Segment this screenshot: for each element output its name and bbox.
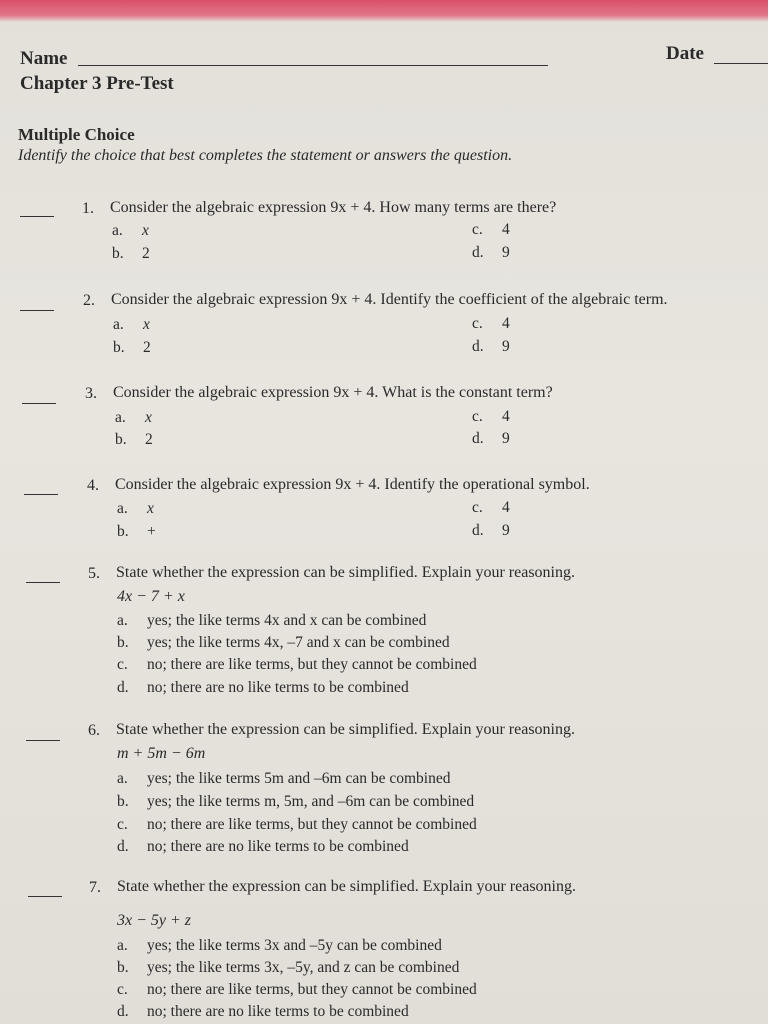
answer-blank-2[interactable]	[20, 310, 54, 311]
choice-a[interactable]	[117, 770, 450, 788]
choice-d[interactable]	[472, 338, 510, 356]
page-title: Chapter 3 Pre-Test	[20, 73, 174, 94]
date-line[interactable]	[714, 63, 768, 64]
choice-d[interactable]	[472, 522, 510, 540]
choice-b[interactable]	[115, 431, 153, 449]
choice-label: a.	[112, 222, 123, 239]
question-number: 5.	[88, 565, 100, 582]
choice-label: c.	[472, 499, 483, 516]
choice-text: yes; the like terms 4x and x can be combined	[147, 612, 427, 629]
choice-d[interactable]	[117, 838, 409, 856]
question-text-before: Consider the algebraic expression	[110, 199, 327, 216]
question-text-after: . What is the constant term?	[374, 384, 553, 401]
choice-c[interactable]	[117, 656, 477, 674]
question-expression: 3x − 5y + z	[117, 912, 192, 929]
choice-label: a.	[115, 409, 126, 426]
choice-text: 2	[142, 245, 150, 262]
question-number: 4.	[87, 477, 99, 494]
choice-label: b.	[117, 523, 129, 540]
choice-text: no; there are like terms, but they cannot be combined	[147, 981, 477, 998]
question-text	[111, 291, 668, 309]
question-expression: m + 5m − 6m	[117, 745, 206, 762]
choice-b[interactable]	[117, 793, 474, 811]
choice-text: yes; the like terms 4x, –7 and x can be combined	[147, 634, 450, 651]
answer-blank-4[interactable]	[24, 494, 58, 495]
choice-d[interactable]	[117, 679, 409, 697]
choice-a[interactable]	[112, 222, 149, 240]
choice-text: yes; the like terms 3x and –5y can be combined	[147, 937, 442, 954]
choice-text: 9	[502, 338, 510, 355]
choice-b[interactable]	[117, 634, 450, 652]
question-expression: 9x + 4	[335, 476, 377, 493]
choice-a[interactable]	[115, 409, 152, 427]
section-instructions: Identify the choice that best completes the statement or answers the question.	[18, 147, 513, 164]
question-text: State whether the expression can be simplified. Explain your reasoning.	[116, 721, 575, 738]
choice-label: d.	[472, 522, 484, 539]
choice-label: b.	[117, 793, 129, 810]
choice-label: c.	[117, 816, 128, 833]
choice-label: c.	[472, 408, 483, 425]
choice-text: 9	[502, 244, 510, 261]
name-line[interactable]	[78, 65, 548, 66]
choice-b[interactable]	[117, 959, 459, 977]
choice-c[interactable]	[117, 981, 477, 999]
choice-text: +	[147, 523, 156, 540]
choice-label: a.	[117, 612, 128, 629]
date-label: Date	[666, 43, 704, 64]
choice-c[interactable]	[472, 221, 510, 239]
choice-label: b.	[117, 959, 129, 976]
choice-label: b.	[113, 339, 125, 356]
answer-blank-7[interactable]	[28, 896, 62, 897]
choice-c[interactable]	[472, 499, 510, 517]
choice-a[interactable]	[117, 612, 426, 630]
choice-text: 9	[502, 522, 510, 539]
choice-text: yes; the like terms m, 5m, and –6m can be combined	[147, 793, 475, 810]
choice-text: yes; the like terms 5m and –6m can be combined	[147, 770, 451, 787]
answer-blank-3[interactable]	[22, 403, 56, 404]
choice-text: x	[147, 500, 154, 517]
choice-a[interactable]	[113, 316, 150, 334]
question-text	[113, 384, 553, 402]
choice-text: 2	[143, 339, 151, 356]
choice-label: a.	[117, 500, 128, 517]
choice-b[interactable]	[113, 339, 151, 357]
choice-c[interactable]	[472, 315, 510, 333]
question-text-after: . Identify the coefficient of the algebraic term.	[372, 291, 668, 308]
answer-blank-6[interactable]	[26, 740, 60, 741]
question-text	[115, 476, 590, 494]
choice-label: d.	[472, 244, 484, 261]
question-text	[110, 199, 556, 217]
choice-text: no; there are no like terms to be combined	[147, 679, 409, 696]
section-title: Multiple Choice	[18, 125, 135, 144]
choice-label: a.	[117, 937, 128, 954]
question-text: State whether the expression can be simplified. Explain your reasoning.	[116, 564, 575, 581]
question-text-before: Consider the algebraic expression	[111, 291, 328, 308]
question-number: 6.	[88, 722, 100, 739]
question-number: 2.	[83, 292, 95, 309]
choice-c[interactable]	[117, 816, 477, 834]
choice-label: b.	[117, 634, 129, 651]
question-text-before: Consider the algebraic expression	[113, 384, 330, 401]
choice-d[interactable]	[117, 1003, 409, 1021]
choice-a[interactable]	[117, 500, 154, 518]
choice-text: no; there are no like terms to be combined	[147, 1003, 409, 1020]
choice-label: c.	[472, 315, 483, 332]
question-expression: 9x + 4	[331, 291, 373, 308]
choice-text: 4	[502, 499, 510, 516]
choice-text: x	[145, 409, 152, 426]
choice-text: no; there are like terms, but they cannot be combined	[147, 816, 477, 833]
choice-a[interactable]	[117, 937, 442, 955]
choice-text: no; there are no like terms to be combined	[147, 838, 409, 855]
choice-text: no; there are like terms, but they cannot be combined	[147, 656, 477, 673]
choice-text: x	[142, 222, 149, 239]
choice-d[interactable]	[472, 430, 510, 448]
choice-text: 4	[502, 221, 510, 238]
choice-label: c.	[472, 221, 483, 238]
choice-label: c.	[117, 981, 128, 998]
choice-label: d.	[117, 838, 129, 855]
choice-label: b.	[115, 431, 127, 448]
name-label: Name	[20, 48, 68, 69]
question-text-after: . Identify the operational symbol.	[376, 476, 590, 493]
question-expression: 9x + 4	[330, 199, 372, 216]
question-number: 3.	[85, 385, 97, 402]
red-paper-strip	[0, 0, 768, 22]
question-expression: 4x − 7 + x	[117, 588, 185, 605]
choice-label: d.	[472, 430, 484, 447]
answer-blank-1[interactable]	[20, 216, 54, 217]
choice-c[interactable]	[472, 408, 510, 426]
choice-label: d.	[117, 1003, 129, 1020]
choice-label: a.	[117, 770, 128, 787]
choice-text: 9	[502, 430, 510, 447]
choice-label: a.	[113, 316, 124, 333]
question-text-after: . How many terms are there?	[371, 199, 557, 216]
choice-b[interactable]	[112, 245, 150, 263]
question-text: State whether the expression can be simplified. Explain your reasoning.	[117, 878, 576, 895]
answer-blank-5[interactable]	[26, 582, 60, 583]
choice-label: d.	[117, 679, 129, 696]
question-expression: 9x + 4	[333, 384, 375, 401]
choice-d[interactable]	[472, 244, 510, 262]
choice-text: 4	[502, 315, 510, 332]
question-number: 7.	[89, 879, 101, 896]
question-text-before: Consider the algebraic expression	[115, 476, 332, 493]
choice-text: 4	[502, 408, 510, 425]
choice-label: c.	[117, 656, 128, 673]
choice-text: 2	[145, 431, 153, 448]
choice-label: d.	[472, 338, 484, 355]
choice-text: yes; the like terms 3x, –5y, and z can be combined	[147, 959, 460, 976]
question-number: 1.	[82, 200, 94, 217]
choice-label: b.	[112, 245, 124, 262]
choice-b[interactable]	[117, 523, 156, 541]
choice-text: x	[143, 316, 150, 333]
